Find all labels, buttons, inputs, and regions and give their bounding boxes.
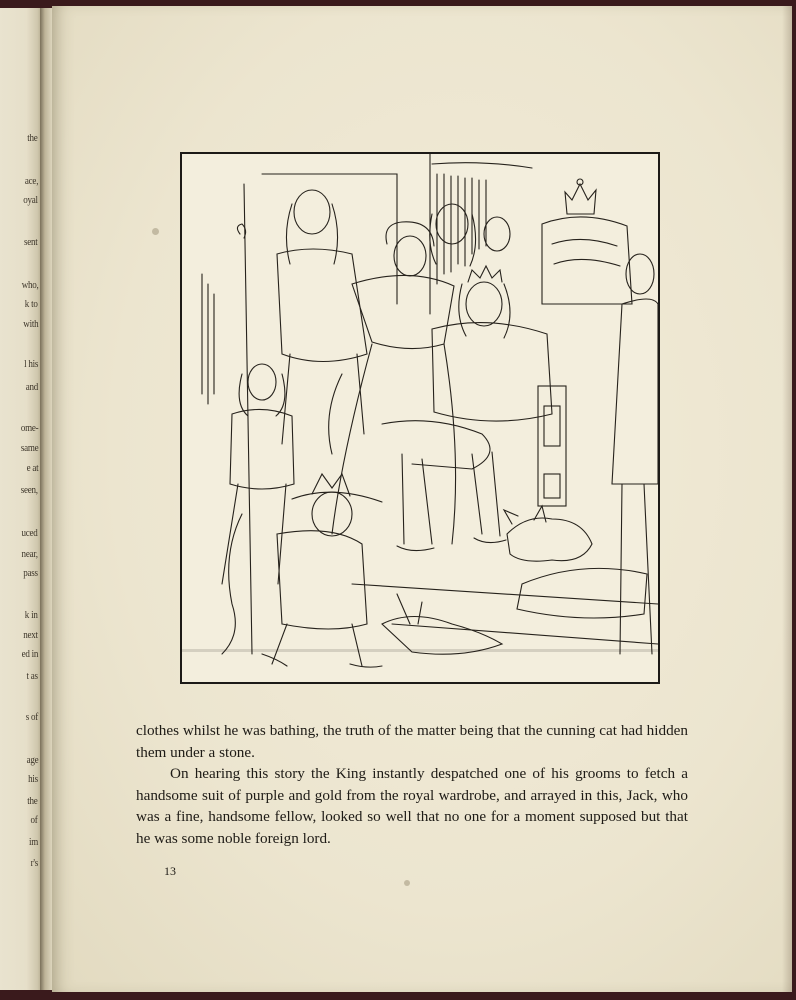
page-number: 13 (164, 864, 176, 878)
left-page-fragment: who, (21, 279, 38, 291)
left-page-fragment: with (22, 318, 38, 330)
left-page-fragment: ace, (24, 175, 38, 187)
left-page-fragment: uced (21, 527, 38, 539)
left-page-fragment: next (23, 629, 38, 641)
left-page-fragment: sent (24, 236, 38, 248)
paragraph-king-despatches: On hearing this story the King instantly despatched one of his grooms to fetch a handsome suit of purple and gold from the royal wardrobe, and arrayed in this, Jack, who was a fine, handsome fellow, looked so well that no one for a moment supposed but that he was some noble foreign lord. (136, 765, 688, 847)
left-page-fragment: oyal (23, 194, 38, 206)
right-page (52, 6, 792, 992)
paper-foxing-spot (152, 228, 159, 235)
left-page-fragment: im (28, 836, 38, 848)
left-page-fragment: r's (30, 857, 38, 869)
left-page-fragment: his (28, 773, 38, 785)
left-page-fragment: l his (23, 358, 38, 370)
illustration-king-court-scene (180, 152, 660, 684)
left-page-fragment: of (30, 814, 38, 826)
left-page-fragment: s of (25, 711, 38, 723)
left-page-fragment: and (25, 381, 38, 393)
page-edge-shade (782, 6, 792, 992)
story-text (136, 720, 688, 849)
left-page-fragment: seen, (20, 484, 38, 496)
paper-foxing-spot (404, 880, 410, 886)
left-page-fragment: ed in (21, 648, 38, 660)
left-page-fragment: age (26, 754, 38, 766)
left-page-fragment: the (27, 795, 38, 807)
left-page-fragment: pass (23, 567, 38, 579)
left-page-fragment: e at (26, 462, 38, 474)
left-page-edge (0, 8, 44, 990)
left-page-fragment: t as (26, 670, 38, 682)
engraving-art (182, 154, 658, 682)
paragraph-continuation: clothes whilst he was bathing, the truth of the matter being that the cunning cat had hidden them under a stone. (136, 722, 688, 761)
left-page-fragment: k in (25, 609, 38, 621)
left-page-fragment: near, (21, 548, 38, 560)
left-page-fragment: k to (25, 298, 38, 310)
left-page-fragment: the (27, 132, 38, 144)
left-page-fragment: same (20, 442, 38, 454)
left-page-fragment: ome- (20, 422, 38, 434)
